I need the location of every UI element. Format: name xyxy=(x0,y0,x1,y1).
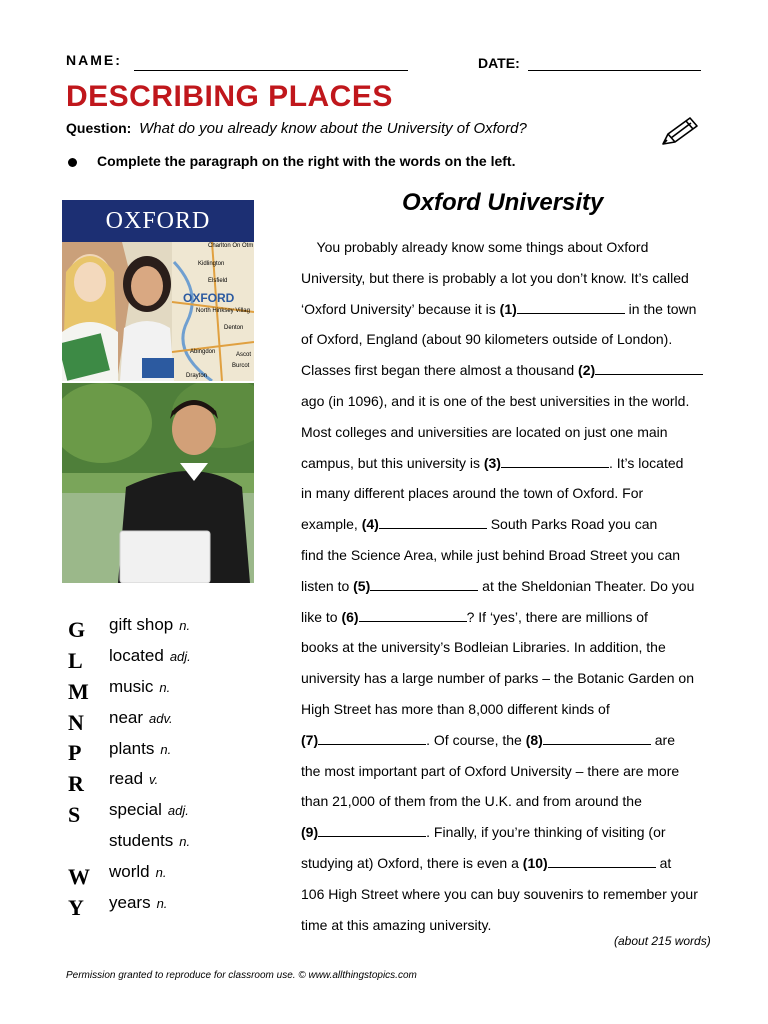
blank-number: (5) xyxy=(353,577,371,594)
students-map-photo xyxy=(62,242,254,381)
blank-number: (10) xyxy=(522,854,548,871)
answer-blank[interactable] xyxy=(370,578,478,591)
map-label: OXFORD xyxy=(183,291,235,305)
paragraph-line: (9) . Finally, if you’re thinking of visiting (or xyxy=(301,824,666,841)
word-bank-letter: S xyxy=(68,802,81,827)
paragraph-line: like to (6) ? If ‘yes’, there are millions of xyxy=(301,608,648,625)
part-of-speech: v. xyxy=(149,772,159,787)
question xyxy=(66,120,527,137)
word: years xyxy=(109,893,151,912)
paragraph-line: campus, but this university is (3) . It’s located xyxy=(301,454,684,471)
paragraph-line: ‘Oxford University’ because it is (1) in the town xyxy=(301,300,697,317)
answer-blank[interactable] xyxy=(318,824,426,837)
oxford-banner: OXFORD xyxy=(62,200,254,242)
paragraph-line: Most colleges and universities are located on just one main xyxy=(301,423,668,440)
date-field[interactable] xyxy=(528,70,701,71)
word-bank-item xyxy=(109,800,189,820)
bullet xyxy=(68,158,77,167)
instruction: Complete the paragraph on the right with the words on the left. xyxy=(97,153,516,169)
answer-blank[interactable] xyxy=(548,855,656,868)
name-label: NAME: xyxy=(66,52,122,68)
paragraph-line: in many different places around the town of Oxford. For xyxy=(301,485,644,502)
word: students xyxy=(109,831,174,850)
word-bank-letter: L xyxy=(68,648,83,673)
blank-number: (7) xyxy=(301,731,319,748)
paragraph-title: Oxford University xyxy=(402,189,604,216)
map-label: Drayton xyxy=(186,373,208,379)
map-label: Ascot xyxy=(236,352,252,358)
word: near xyxy=(109,708,144,727)
word: music xyxy=(109,677,154,696)
word-bank-item xyxy=(109,646,191,666)
paragraph-line: books at the university’s Bodleian Libraries. In addition, the xyxy=(301,639,666,656)
word-bank-item xyxy=(109,615,190,635)
blank-number: (8) xyxy=(525,731,543,748)
answer-blank[interactable] xyxy=(379,516,487,529)
word-bank-letter: P xyxy=(68,740,82,765)
word-bank-letter: W xyxy=(68,864,90,889)
part-of-speech: n. xyxy=(155,865,167,880)
paragraph-line: time at this amazing university. xyxy=(301,916,492,933)
word-bank-item xyxy=(109,677,170,697)
paragraph-line: listen to (5) at the Sheldonian Theater. Do you xyxy=(301,577,695,594)
blank-number: (9) xyxy=(301,824,319,841)
question-text: What do you already know about the University of Oxford? xyxy=(139,120,527,137)
paragraph-line: university has a large number of parks – the Botanic Garden on xyxy=(301,670,694,687)
answer-blank[interactable] xyxy=(595,362,703,375)
part-of-speech: n. xyxy=(159,680,171,695)
answer-blank[interactable] xyxy=(318,732,426,745)
word-bank-item xyxy=(109,862,166,882)
blank-number: (6) xyxy=(341,608,359,625)
word-bank-letter: R xyxy=(68,771,84,796)
answer-blank[interactable] xyxy=(543,732,651,745)
word: plants xyxy=(109,739,155,758)
paragraph-line: the most important part of Oxford University – there are more xyxy=(301,762,680,779)
map-label: Abingdon xyxy=(190,349,216,355)
word-bank-item xyxy=(109,708,173,728)
word: read xyxy=(109,769,144,788)
map-label: North Hinksey Villag xyxy=(196,308,250,314)
paragraph-line: studying at) Oxford, there is even a (10) at xyxy=(301,854,672,871)
word: special xyxy=(109,800,162,819)
date-label: DATE: xyxy=(478,55,520,71)
word-bank-letter: M xyxy=(68,679,89,704)
word-bank-letter: G xyxy=(68,617,86,642)
answer-blank[interactable] xyxy=(517,301,625,314)
paragraph-line: find the Science Area, while just behind Broad Street you can xyxy=(301,546,681,563)
part-of-speech: adv. xyxy=(149,711,173,726)
blank-number: (1) xyxy=(499,300,517,317)
part-of-speech: n. xyxy=(156,896,168,911)
student-laptop-photo xyxy=(62,383,254,583)
map-label: Elsfield xyxy=(208,278,228,284)
pencil-icon xyxy=(660,112,700,152)
map-label: Denton xyxy=(224,325,244,331)
paragraph-line: High Street has more than 8,000 different kinds of xyxy=(301,700,610,717)
paragraph-line: You probably already know some things about Oxford xyxy=(301,239,649,255)
footer: Permission granted to reproduce for classroom use. © www.allthingstopics.com xyxy=(66,970,417,981)
word-count: (about 215 words) xyxy=(614,934,711,948)
name-field[interactable] xyxy=(134,70,408,71)
paragraph xyxy=(301,232,721,940)
part-of-speech: n. xyxy=(160,742,172,757)
paragraph-line: 106 High Street where you can buy souvenirs to remember your xyxy=(301,885,698,902)
paragraph-line: of Oxford, England (about 90 kilometers outside of London). xyxy=(301,331,673,348)
paragraph-line: University, but there is probably a lot you don’t know. It’s called xyxy=(301,269,689,286)
word-bank-item xyxy=(109,739,171,759)
paragraph-line: than 21,000 of them from the U.K. and from around the xyxy=(301,793,642,810)
answer-blank[interactable] xyxy=(359,609,467,622)
part-of-speech: adj. xyxy=(167,803,189,818)
part-of-speech: adj. xyxy=(169,649,191,664)
word: world xyxy=(109,862,150,881)
blank-number: (3) xyxy=(483,454,501,471)
map-label: Kidlington xyxy=(198,261,225,267)
map-label: Charlton On Otm xyxy=(208,243,254,249)
word-bank-letter: Y xyxy=(68,895,84,920)
map-label: Burcot xyxy=(232,363,250,369)
paragraph-line: Classes first began there almost a thousand (2) xyxy=(301,355,721,386)
part-of-speech: n. xyxy=(179,618,191,633)
page-title: DESCRIBING PLACES xyxy=(66,80,393,113)
word: located xyxy=(109,646,164,665)
part-of-speech: n. xyxy=(179,834,191,849)
word-bank-letter: N xyxy=(68,710,84,735)
question-label: Question: xyxy=(66,120,132,136)
paragraph-line: (7) . Of course, the (8) are xyxy=(301,731,675,748)
word-bank-item xyxy=(109,893,167,913)
word-bank-item xyxy=(109,769,158,789)
oxford-photo xyxy=(62,200,254,583)
answer-blank[interactable] xyxy=(501,455,609,468)
blank-number: (2) xyxy=(578,362,596,379)
paragraph-line: ago (in 1096), and it is one of the best universities in the world. xyxy=(301,392,690,409)
word-bank-item xyxy=(109,831,190,851)
blank-number: (4) xyxy=(361,516,379,533)
paragraph-line: example, (4) South Parks Road you can xyxy=(301,516,658,533)
word: gift shop xyxy=(109,615,174,634)
